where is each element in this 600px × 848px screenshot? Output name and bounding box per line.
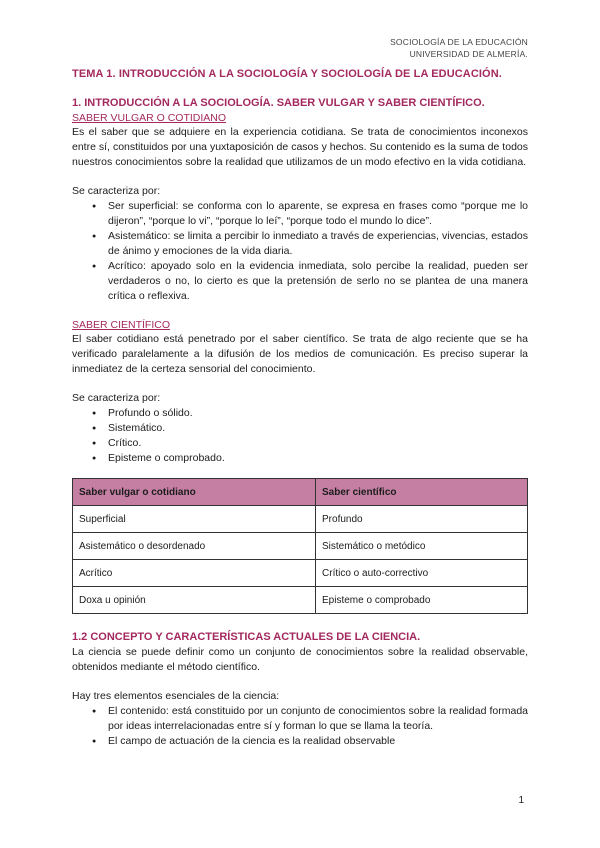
page-title: TEMA 1. INTRODUCCIÓN A LA SOCIOLOGÍA Y SOCIOLOGÍA DE LA EDUCACIÓN. <box>72 68 502 80</box>
table-row <box>73 587 528 614</box>
section-2-heading: 1.2 CONCEPTO Y CARACTERÍSTICAS ACTUALES DE LA CIENCIA. <box>72 631 421 643</box>
header-university: UNIVERSIDAD DE ALMERÍA. <box>409 49 528 59</box>
saber-vulgar-subheading: SABER VULGAR O COTIDIANO <box>72 112 227 124</box>
list-item: ● El campo de actuación de la ciencia es la realidad observable <box>108 734 528 749</box>
section-2-paragraph: La ciencia se puede definir como un conjunto de conocimientos sobre la realidad observable, obtenidos mediante el método científico. <box>72 646 528 673</box>
table-row <box>73 506 528 533</box>
table-row <box>73 560 528 587</box>
table-header-row <box>73 479 528 506</box>
table-cell: Episteme o comprobado <box>316 587 528 614</box>
comparison-table <box>72 478 528 614</box>
saber-vulgar-list <box>72 199 528 304</box>
table-cell: Profundo <box>316 506 528 533</box>
list-item: ● Sistemático. <box>108 421 528 436</box>
table-cell: Sistemático o metódico <box>316 533 528 560</box>
page-header <box>390 36 528 60</box>
list-item: ● Profundo o sólido. <box>108 406 528 421</box>
document-body <box>72 68 528 749</box>
table-row <box>73 533 528 560</box>
page-number: 1 <box>518 795 524 806</box>
table-header-cell: Saber vulgar o cotidiano <box>73 479 316 506</box>
table-cell: Asistemático o desordenado <box>73 533 316 560</box>
saber-cientifico-paragraph: El saber cotidiano está penetrado por el saber científico. Se trata de algo reciente que se ha verificado paralelamente a la difusión de los medios de comunicación. Es preciso superar la inmediatez de la certeza sensorial del conocimiento. <box>72 333 528 375</box>
list-item: ● El contenido: está constituido por un conjunto de conocimientos sobre la realidad formada por ideas interrelacionadas entre sí y forman lo que se llama la teoría. <box>108 704 528 734</box>
section-1-heading: 1. INTRODUCCIÓN A LA SOCIOLOGÍA. SABER VULGAR Y SABER CIENTÍFICO. <box>72 97 485 109</box>
saber-vulgar-paragraph: Es el saber que se adquiere en la experiencia cotidiana. Se trata de conocimientos inconexos entre sí, constituidos por una yuxtaposición de casos y hechos. Su contenido es la suma de todos nuestros conocimientos sobre la realidad que utilizamos de un modo efectivo en la vida cotidiana. <box>72 126 528 168</box>
saber-cientifico-list <box>72 406 528 466</box>
section-2-intro: Hay tres elementos esenciales de la ciencia: <box>72 690 280 702</box>
saber-cientifico-intro: Se caracteriza por: <box>72 392 161 404</box>
list-item: ● Acrítico: apoyado solo en la evidencia inmediata, solo percibe la realidad, pueden ser verdaderos o no, lo cierto es que la pretensión de serlo no se plantea de una manera crítica o reflexiva. <box>108 259 528 304</box>
header-subject: SOCIOLOGÍA DE LA EDUCACIÓN <box>390 37 528 47</box>
saber-vulgar-intro: Se caracteriza por: <box>72 185 161 197</box>
table-cell: Doxa u opinión <box>73 587 316 614</box>
table-header-cell: Saber científico <box>316 479 528 506</box>
list-item: ● Asistemático: se limita a percibir lo inmediato a través de experiencias, vivencias, estados de ánimo y emociones de la vida diaria. <box>108 229 528 259</box>
saber-cientifico-subheading: SABER CIENTÍFICO <box>72 319 171 331</box>
table-cell: Superficial <box>73 506 316 533</box>
list-item: ● Crítico. <box>108 436 528 451</box>
list-item: ● Episteme o comprobado. <box>108 451 528 466</box>
table-cell: Acrítico <box>73 560 316 587</box>
section-2-list <box>72 704 528 749</box>
table-cell: Crítico o auto-correctivo <box>316 560 528 587</box>
list-item: ● Ser superficial: se conforma con lo aparente, se expresa en frases como “porque me lo dijeron”, “porque lo vi”, “porque lo leí”, “porque todo el mundo lo dice”. <box>108 199 528 229</box>
